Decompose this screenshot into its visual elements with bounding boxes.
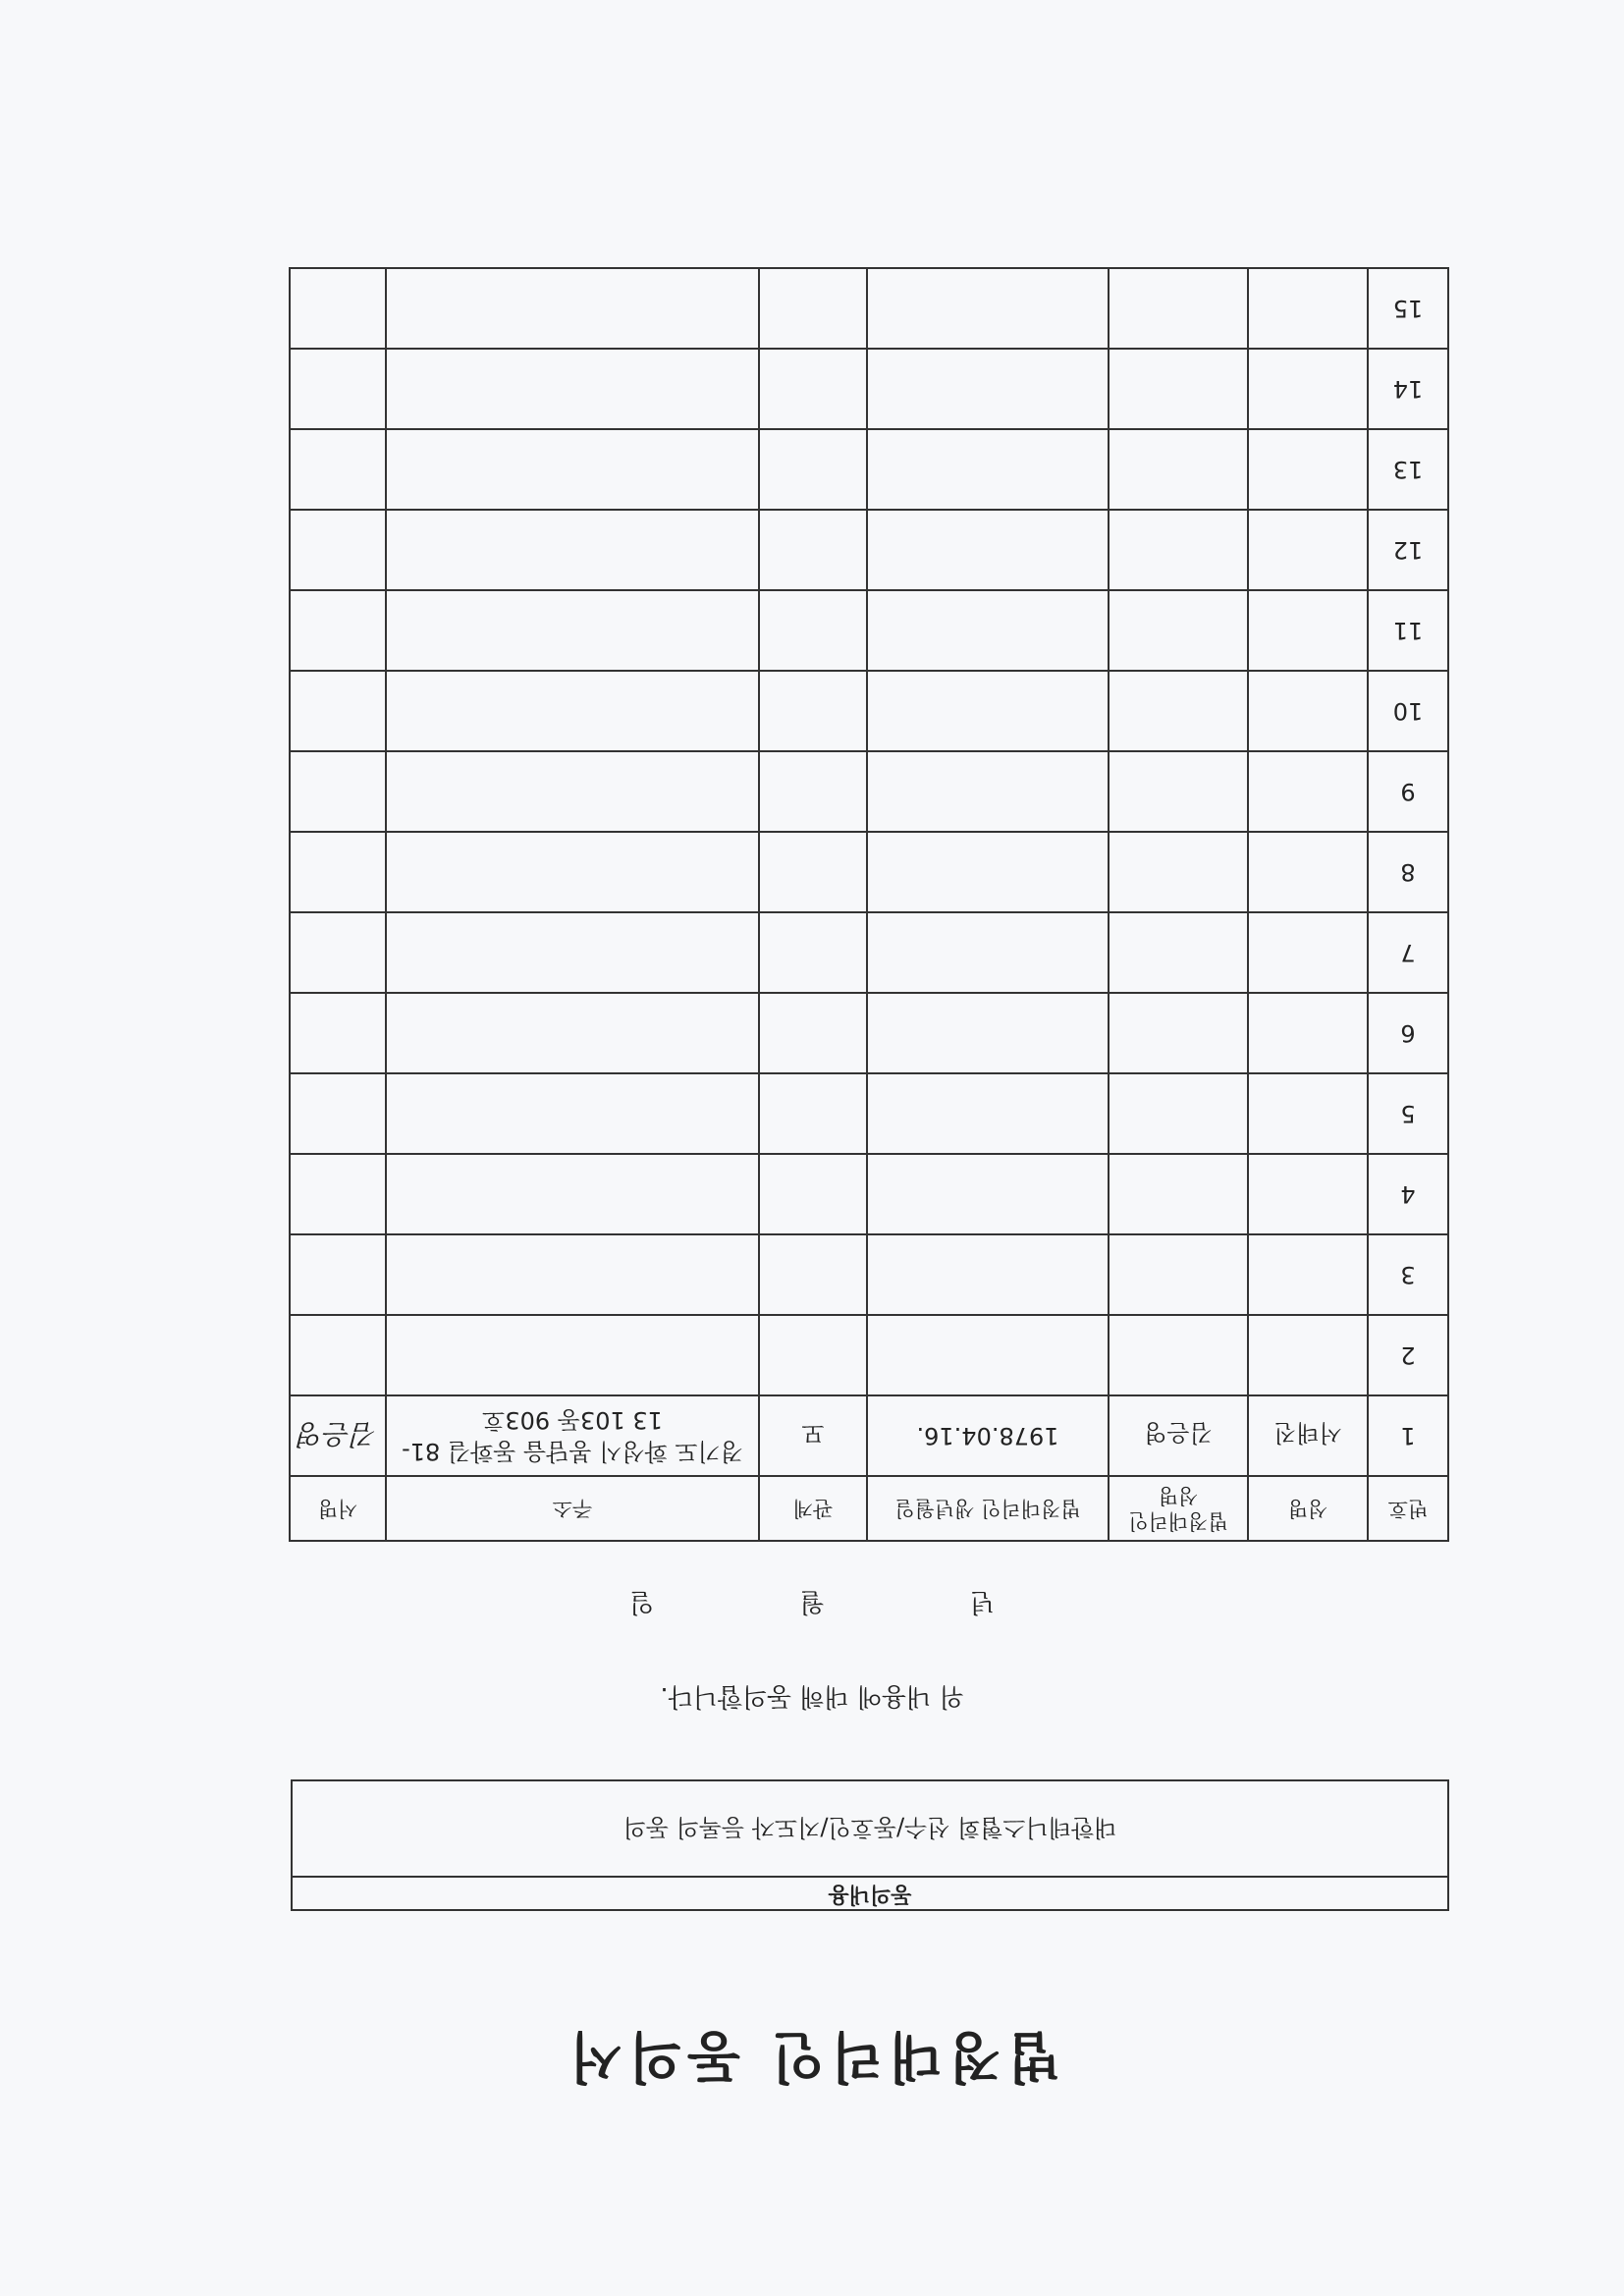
row-guardian-birth <box>867 1315 1109 1395</box>
row-name <box>1248 590 1368 671</box>
row-relation <box>759 349 867 429</box>
row-signature <box>290 912 386 993</box>
table-body <box>290 268 1448 1476</box>
table-row <box>290 1315 1448 1395</box>
row-address <box>386 1234 759 1315</box>
consent-heading: 동의내용 <box>293 1876 1447 1909</box>
month-label: 월 <box>799 1587 825 1616</box>
consent-box <box>291 1779 1449 1911</box>
row-guardian-birth <box>867 671 1109 751</box>
table-row <box>290 912 1448 993</box>
row-relation <box>759 1154 867 1234</box>
row-guardian-name <box>1109 1234 1248 1315</box>
table-row <box>290 590 1448 671</box>
table-row <box>290 751 1448 832</box>
row-name <box>1248 1234 1368 1315</box>
row-address <box>386 510 759 590</box>
table-row <box>290 832 1448 912</box>
row-guardian-birth <box>867 268 1109 349</box>
row-relation <box>759 1073 867 1154</box>
row-relation <box>759 751 867 832</box>
table-row <box>290 1154 1448 1234</box>
row-address: 경기도 화성시 봉담읍 동화길 81-13 103동 903호 <box>386 1395 759 1476</box>
consent-statement: 위 내용에 대해 동의합니다. <box>660 1681 964 1711</box>
row-number: 11 <box>1368 590 1448 671</box>
row-guardian-name <box>1109 1154 1248 1234</box>
header-name: 성명 <box>1248 1476 1368 1541</box>
row-guardian-name <box>1109 912 1248 993</box>
row-number: 9 <box>1368 751 1448 832</box>
row-name <box>1248 751 1368 832</box>
row-guardian-name <box>1109 349 1248 429</box>
row-number: 15 <box>1368 268 1448 349</box>
row-name <box>1248 429 1368 510</box>
header-no: 번호 <box>1368 1476 1448 1541</box>
row-number: 8 <box>1368 832 1448 912</box>
row-guardian-birth <box>867 832 1109 912</box>
table-row <box>290 349 1448 429</box>
row-guardian-birth <box>867 349 1109 429</box>
row-relation <box>759 671 867 751</box>
row-address <box>386 912 759 993</box>
table-row <box>290 1395 1448 1476</box>
row-signature <box>290 751 386 832</box>
row-guardian-name <box>1109 590 1248 671</box>
row-address <box>386 1315 759 1395</box>
row-signature <box>290 268 386 349</box>
row-address <box>386 268 759 349</box>
row-address <box>386 349 759 429</box>
row-relation <box>759 912 867 993</box>
year-label: 년 <box>969 1587 995 1616</box>
row-number: 1 <box>1368 1395 1448 1476</box>
consent-body: 대한테니스협회 선수/동호인/지도자 등록의 동의 <box>623 1814 1117 1841</box>
row-address <box>386 832 759 912</box>
table-header-row <box>290 1476 1448 1541</box>
row-number: 14 <box>1368 349 1448 429</box>
row-relation <box>759 268 867 349</box>
header-relation: 관계 <box>759 1476 867 1541</box>
row-relation <box>759 993 867 1073</box>
row-address <box>386 1154 759 1234</box>
row-relation <box>759 1234 867 1315</box>
row-guardian-birth: 1978.04.16. <box>867 1395 1109 1476</box>
row-signature <box>290 510 386 590</box>
row-signature <box>290 1234 386 1315</box>
row-name <box>1248 1154 1368 1234</box>
table-row <box>290 993 1448 1073</box>
row-number: 6 <box>1368 993 1448 1073</box>
row-address <box>386 993 759 1073</box>
row-relation <box>759 510 867 590</box>
row-guardian-name <box>1109 993 1248 1073</box>
row-guardian-name <box>1109 751 1248 832</box>
guardian-table <box>289 267 1449 1542</box>
row-address <box>386 1073 759 1154</box>
row-relation <box>759 590 867 671</box>
row-guardian-name <box>1109 1315 1248 1395</box>
row-signature <box>290 429 386 510</box>
row-signature <box>290 1315 386 1395</box>
row-name <box>1248 671 1368 751</box>
row-number: 3 <box>1368 1234 1448 1315</box>
row-name <box>1248 832 1368 912</box>
row-number: 12 <box>1368 510 1448 590</box>
row-number: 2 <box>1368 1315 1448 1395</box>
row-relation <box>759 1315 867 1395</box>
header-signature: 서명 <box>290 1476 386 1541</box>
row-signature: 김은영 <box>290 1395 386 1476</box>
table-row <box>290 1073 1448 1154</box>
row-guardian-name <box>1109 268 1248 349</box>
row-relation <box>759 832 867 912</box>
row-address <box>386 429 759 510</box>
row-name: 서태진 <box>1248 1395 1368 1476</box>
row-guardian-name <box>1109 1073 1248 1154</box>
row-guardian-birth <box>867 1073 1109 1154</box>
row-guardian-name: 김은영 <box>1109 1395 1248 1476</box>
row-guardian-name <box>1109 671 1248 751</box>
row-relation <box>759 429 867 510</box>
document-title: 법정대리인 동의서 <box>563 2024 1061 2088</box>
row-guardian-birth <box>867 912 1109 993</box>
table-row <box>290 1234 1448 1315</box>
row-name <box>1248 912 1368 993</box>
row-signature <box>290 832 386 912</box>
row-guardian-birth <box>867 429 1109 510</box>
row-guardian-birth <box>867 751 1109 832</box>
row-address <box>386 671 759 751</box>
row-number: 5 <box>1368 1073 1448 1154</box>
row-name <box>1248 268 1368 349</box>
row-signature <box>290 1154 386 1234</box>
row-number: 10 <box>1368 671 1448 751</box>
row-signature <box>290 671 386 751</box>
row-address <box>386 590 759 671</box>
row-address <box>386 751 759 832</box>
row-signature <box>290 993 386 1073</box>
row-guardian-birth <box>867 590 1109 671</box>
row-guardian-birth <box>867 1154 1109 1234</box>
row-guardian-name <box>1109 429 1248 510</box>
row-relation: 모 <box>759 1395 867 1476</box>
row-number: 4 <box>1368 1154 1448 1234</box>
row-guardian-birth <box>867 1234 1109 1315</box>
row-signature <box>290 349 386 429</box>
row-guardian-birth <box>867 993 1109 1073</box>
day-label: 일 <box>629 1587 655 1616</box>
table-row <box>290 510 1448 590</box>
date-line <box>0 1586 1624 1622</box>
row-guardian-birth <box>867 510 1109 590</box>
row-name <box>1248 349 1368 429</box>
header-guardian-birth: 법정대리인 생년월일 <box>867 1476 1109 1541</box>
row-number: 13 <box>1368 429 1448 510</box>
row-guardian-name <box>1109 832 1248 912</box>
header-guardian-name: 법정대리인 성명 <box>1109 1476 1248 1541</box>
row-signature <box>290 1073 386 1154</box>
table-row <box>290 671 1448 751</box>
table-row <box>290 429 1448 510</box>
row-number: 7 <box>1368 912 1448 993</box>
header-address: 주소 <box>386 1476 759 1541</box>
row-guardian-name <box>1109 510 1248 590</box>
row-name <box>1248 510 1368 590</box>
row-name <box>1248 1073 1368 1154</box>
row-name <box>1248 993 1368 1073</box>
row-name <box>1248 1315 1368 1395</box>
table-row <box>290 268 1448 349</box>
row-signature <box>290 590 386 671</box>
